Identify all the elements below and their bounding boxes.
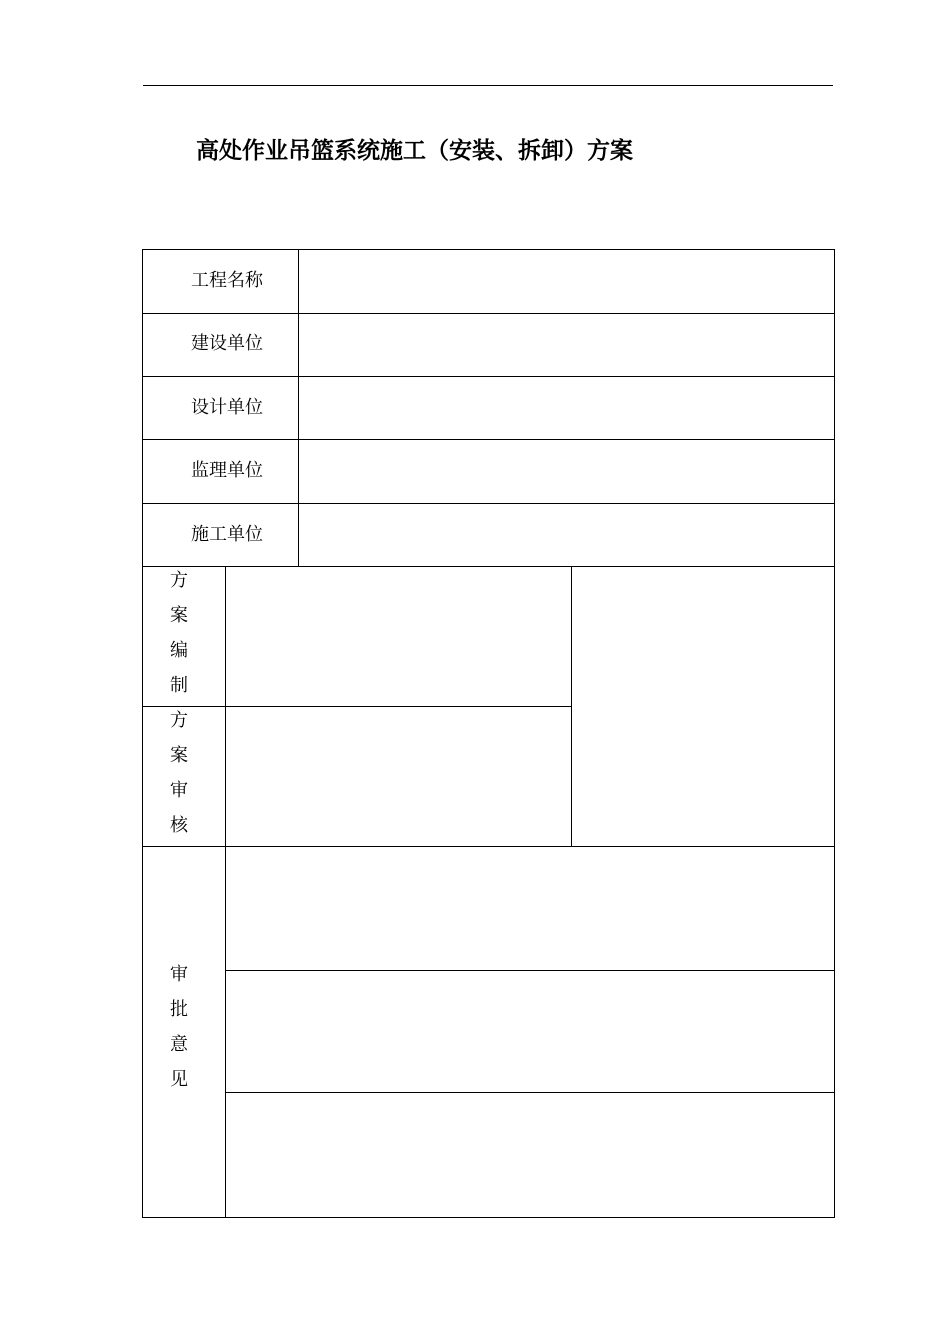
label-char: 案 bbox=[170, 605, 188, 626]
row-divider bbox=[142, 313, 835, 314]
owner-unit-label: 建设单位 bbox=[191, 333, 263, 354]
row-divider bbox=[225, 970, 835, 971]
label-char: 方 bbox=[170, 570, 188, 591]
label-char: 意 bbox=[170, 1034, 188, 1055]
column-divider bbox=[571, 566, 572, 846]
label-char: 案 bbox=[170, 745, 188, 766]
row-divider bbox=[142, 846, 835, 847]
project-name-field[interactable] bbox=[300, 251, 833, 312]
plan-review-field[interactable] bbox=[227, 708, 570, 845]
row-divider bbox=[142, 503, 835, 504]
column-divider bbox=[225, 566, 226, 1218]
project-name-label: 工程名称 bbox=[191, 270, 263, 291]
approval-opinion-field-2[interactable] bbox=[227, 972, 833, 1091]
sign-stamp-field[interactable] bbox=[573, 568, 833, 845]
row-divider bbox=[225, 1092, 835, 1093]
label-char: 审 bbox=[170, 780, 188, 801]
row-divider bbox=[142, 706, 571, 707]
design-unit-field[interactable] bbox=[300, 378, 833, 438]
label-char: 制 bbox=[170, 675, 188, 696]
label-char: 核 bbox=[170, 815, 188, 836]
plan-review-label bbox=[167, 703, 191, 843]
label-char: 审 bbox=[170, 964, 188, 985]
design-unit-label: 设计单位 bbox=[191, 397, 263, 418]
label-char: 批 bbox=[170, 999, 188, 1020]
approval-opinion-field-3[interactable] bbox=[227, 1094, 833, 1216]
plan-preparation-label bbox=[167, 563, 191, 703]
construction-unit-field[interactable] bbox=[300, 505, 833, 565]
approval-opinion-field-1[interactable] bbox=[227, 848, 833, 969]
plan-preparation-field[interactable] bbox=[227, 568, 570, 705]
row-divider bbox=[142, 566, 835, 567]
label-char: 编 bbox=[170, 640, 188, 661]
column-divider bbox=[298, 249, 299, 566]
supervision-unit-label: 监理单位 bbox=[191, 460, 263, 481]
owner-unit-field[interactable] bbox=[300, 315, 833, 375]
row-divider bbox=[142, 439, 835, 440]
row-divider bbox=[142, 376, 835, 377]
supervision-unit-field[interactable] bbox=[300, 441, 833, 502]
label-char: 见 bbox=[170, 1069, 188, 1090]
construction-unit-label: 施工单位 bbox=[191, 524, 263, 545]
header-rule bbox=[143, 85, 833, 86]
label-char: 方 bbox=[170, 710, 188, 731]
approval-opinion-label bbox=[167, 957, 191, 1097]
page-title: 高处作业吊篮系统施工（安装、拆卸）方案 bbox=[196, 138, 633, 164]
